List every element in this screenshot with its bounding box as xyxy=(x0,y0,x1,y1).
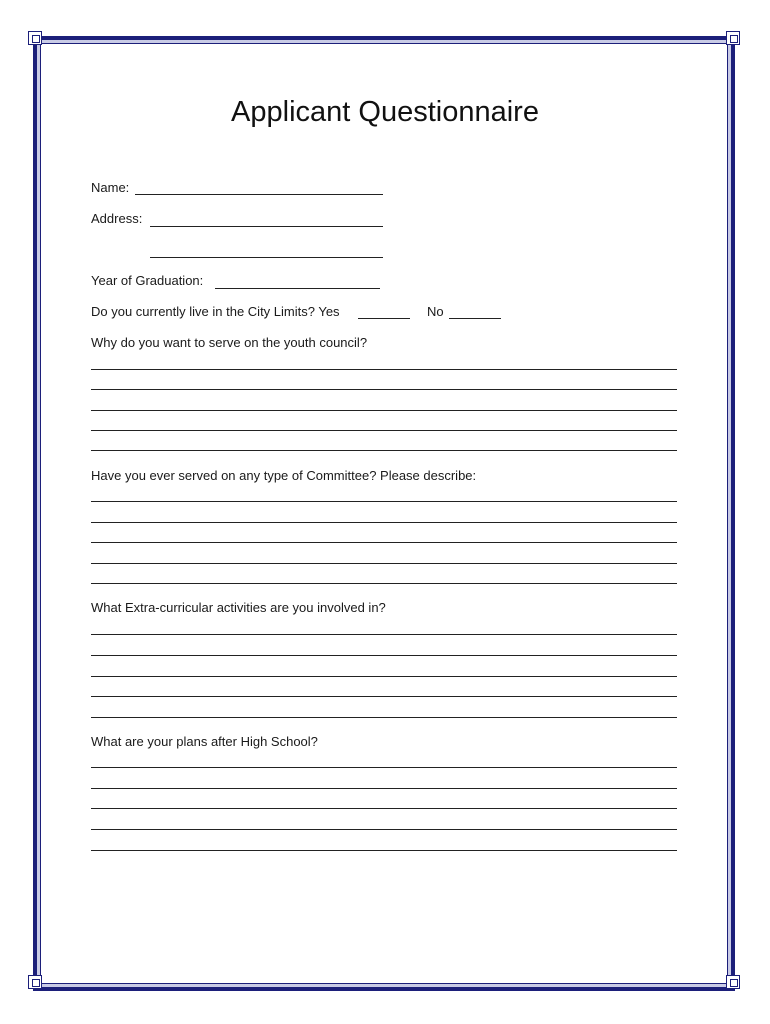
answer-line[interactable] xyxy=(91,676,677,677)
answer-line[interactable] xyxy=(91,583,677,584)
answer-line[interactable] xyxy=(91,634,677,635)
question-plans-after-high-school: What are your plans after High School? xyxy=(91,734,318,749)
answer-line[interactable] xyxy=(91,430,677,431)
answer-line[interactable] xyxy=(91,829,677,830)
city-limits-yes-field[interactable] xyxy=(358,318,410,319)
corner-ornament-top-left xyxy=(28,31,42,45)
graduation-field[interactable] xyxy=(215,288,380,289)
address-label: Address: xyxy=(91,211,143,226)
answer-line[interactable] xyxy=(91,522,677,523)
answer-line[interactable] xyxy=(91,369,677,370)
answer-line[interactable] xyxy=(91,501,677,502)
question-extracurricular: What Extra-curricular activities are you involved in? xyxy=(91,600,386,615)
answer-line[interactable] xyxy=(91,808,677,809)
name-field[interactable] xyxy=(135,194,383,195)
question-committee: Have you ever served on any type of Committee? Please describe: xyxy=(91,468,477,483)
graduation-label: Year of Graduation: xyxy=(91,273,204,288)
page-title: Applicant Questionnaire xyxy=(231,96,539,128)
answer-line[interactable] xyxy=(91,450,677,451)
answer-line[interactable] xyxy=(91,410,677,411)
answer-line[interactable] xyxy=(91,850,677,851)
question-youth-council: Why do you want to serve on the youth council? xyxy=(91,335,368,350)
answer-line[interactable] xyxy=(91,788,677,789)
city-limits-no-label: No xyxy=(427,304,444,319)
city-limits-label: Do you currently live in the City Limits? Yes xyxy=(91,304,340,319)
answer-line[interactable] xyxy=(91,717,677,718)
corner-ornament-top-right xyxy=(726,31,740,45)
answer-line[interactable] xyxy=(91,655,677,656)
corner-ornament-bottom-right xyxy=(726,975,740,989)
answer-line[interactable] xyxy=(91,389,677,390)
name-label: Name: xyxy=(91,180,130,195)
page-border-inner xyxy=(40,43,728,984)
address-field-line-2[interactable] xyxy=(150,257,383,258)
address-field-line-1[interactable] xyxy=(150,226,383,227)
answer-line[interactable] xyxy=(91,542,677,543)
answer-line[interactable] xyxy=(91,563,677,564)
corner-ornament-bottom-left xyxy=(28,975,42,989)
answer-line[interactable] xyxy=(91,767,677,768)
answer-line[interactable] xyxy=(91,696,677,697)
city-limits-no-field[interactable] xyxy=(449,318,501,319)
